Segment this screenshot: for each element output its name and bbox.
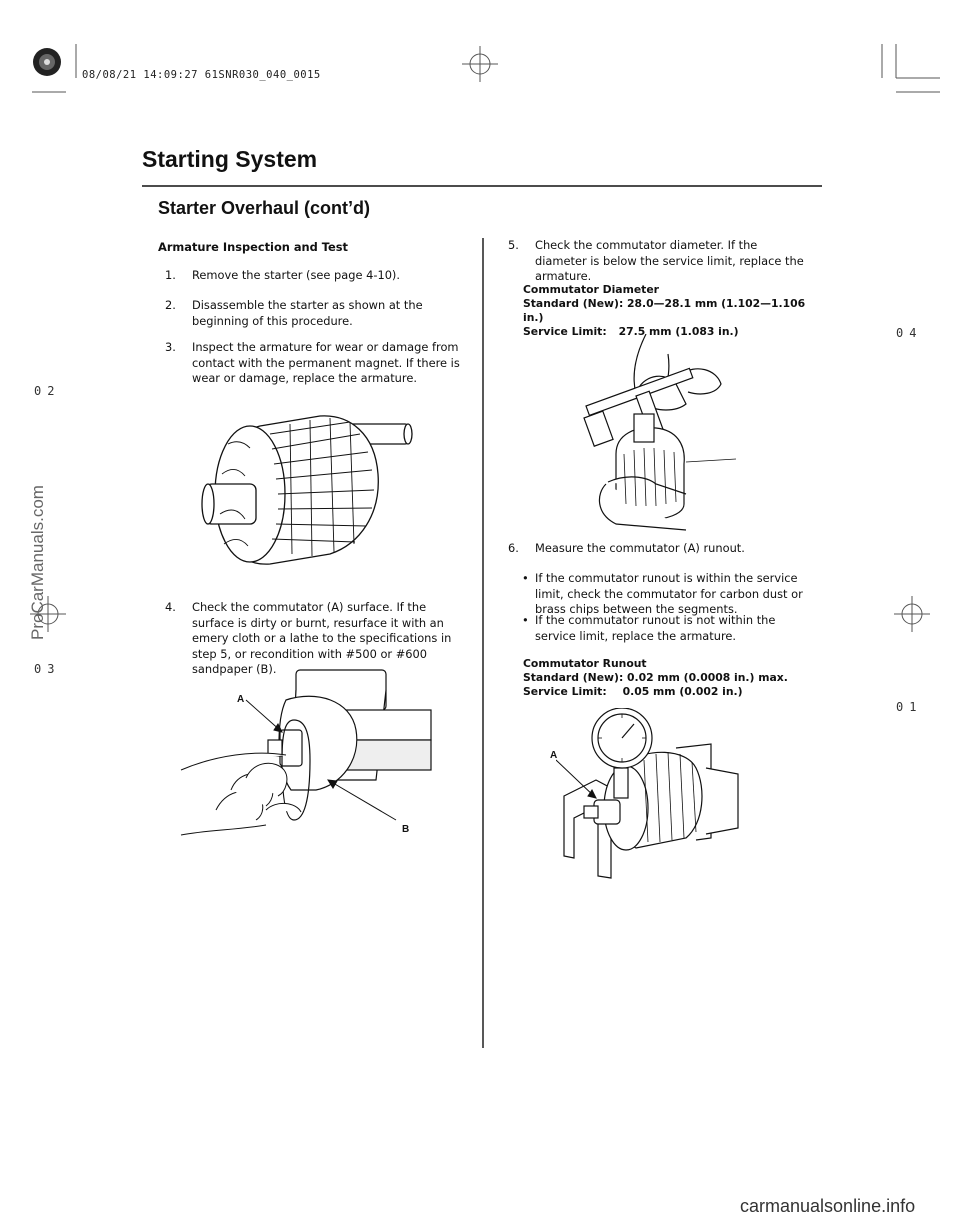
bullet-text: If the commutator runout is within the service limit, check the commutator for carbon dust or brass chips between the segments.: [535, 571, 803, 617]
step-5: [508, 238, 808, 285]
bullet-text: If the commutator runout is not within the service limit, replace the armature.: [535, 613, 776, 643]
step-number: 4.: [165, 600, 176, 614]
bullet-dot: •: [522, 571, 529, 585]
fig-label-a: A: [237, 694, 245, 705]
dial-indicator-illustration: [556, 708, 756, 888]
spec-limit-value: 27.5 mm (1.083 in.): [618, 325, 739, 338]
spec-commutator-diameter: [523, 283, 823, 339]
caliper-illustration: [576, 334, 746, 534]
step-text: Remove the starter (see page 4-10).: [192, 268, 401, 282]
spec-standard: Standard (New): 28.0—28.1 mm (1.102—1.106 in.): [523, 297, 806, 324]
step-number: 2.: [165, 298, 176, 312]
side-watermark: ProCarManuals.com: [28, 485, 47, 640]
corner-label-left-bottom: 03: [34, 662, 61, 676]
spec-standard: Standard (New): 0.02 mm (0.0008 in.) max.: [523, 671, 788, 684]
step-number: 1.: [165, 268, 176, 282]
step-text: Disassemble the starter as shown at the beginning of this procedure.: [192, 298, 423, 328]
spec-commutator-runout: [523, 657, 823, 699]
bullet-not-within-limit: [522, 613, 812, 644]
step-1: [165, 268, 465, 284]
armature-illustration: [200, 404, 430, 574]
step-text: Measure the commutator (A) runout.: [535, 541, 745, 555]
left-heading: Armature Inspection and Test: [158, 240, 348, 254]
corner-label-right-top: 04: [896, 326, 923, 340]
step-text: Inspect the armature for wear or damage from contact with the permanent magnet. If there is wear or damage, replace the armature.: [192, 340, 460, 386]
step-3: [165, 340, 465, 387]
bullet-dot: •: [522, 613, 529, 627]
fig-label-b: B: [402, 824, 410, 835]
corner-label-left-top: 02: [34, 384, 61, 398]
corner-label-right-bottom: 01: [896, 700, 923, 714]
step-text: Check the commutator (A) surface. If the surface is dirty or burnt, resurface it with an emery cloth or a lathe to the specifications in step 5, or recondition with #500 or #600 sandpaper (B).: [192, 600, 452, 677]
step-2: [165, 298, 465, 329]
fig-label-a-runout: A: [550, 750, 558, 761]
bullet-within-limit: [522, 571, 812, 618]
step-number: 6.: [508, 541, 519, 555]
print-stamp: 08/08/21 14:09:27 61SNR030_040_0015: [82, 69, 321, 81]
spec-limit-label: Service Limit:: [523, 325, 607, 338]
footer-watermark: carmanualsonline.info: [740, 1196, 916, 1216]
section-title: Starter Overhaul (cont’d): [158, 198, 371, 218]
step-number: 5.: [508, 238, 519, 252]
step-number: 3.: [165, 340, 176, 354]
step-6: [508, 541, 808, 557]
step-text: Check the commutator diameter. If the diameter is below the service limit, replace the armature.: [535, 238, 804, 284]
spec-limit-value: 0.05 mm (0.002 in.): [622, 685, 743, 698]
page-title: Starting System: [142, 146, 318, 172]
spec-limit-label: Service Limit:: [523, 685, 607, 698]
resurface-illustration: [176, 660, 446, 870]
spec-limit: [523, 685, 823, 699]
spec-title: Commutator Runout: [523, 657, 647, 670]
spec-title: Commutator Diameter: [523, 283, 659, 296]
